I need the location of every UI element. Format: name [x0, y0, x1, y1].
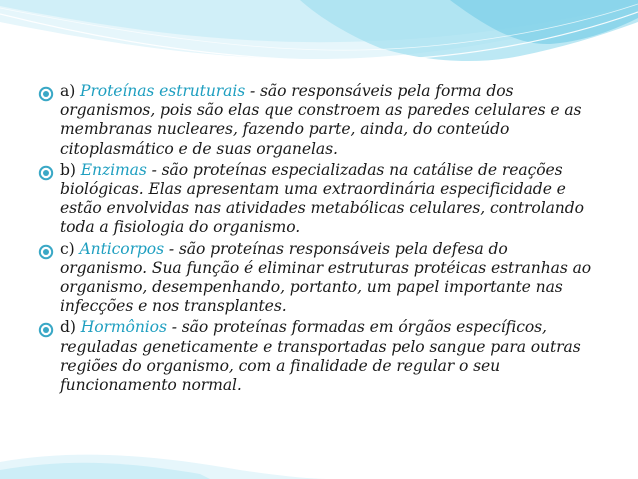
item-description: - são proteínas formadas em órgãos específicos, reguladas geneticamente e transportadas pelo sangue para outras regiões do organismo, com a finalidade de regular o seu funcionamento normal.	[60, 318, 581, 395]
list-item-text	[60, 161, 598, 238]
list-item-text	[60, 318, 598, 395]
item-prefix: c)	[60, 239, 75, 258]
item-prefix: a)	[60, 82, 76, 100]
item-description: - são proteínas responsáveis pela defesa do organismo. Sua função é eliminar estruturas protéicas estranhas ao organismo, desempenhando, portanto, um papel importante nas infecções e nos transplantes.	[60, 239, 592, 316]
list-item-text	[60, 82, 598, 159]
concentric-circle-bullet-icon	[38, 322, 54, 338]
concentric-circle-bullet-icon	[38, 244, 54, 260]
item-term: Hormônios	[80, 318, 167, 337]
item-term: Anticorpos	[79, 239, 164, 258]
list-item	[38, 318, 598, 395]
list-item	[38, 82, 598, 159]
concentric-circle-bullet-icon	[38, 165, 54, 181]
item-description: - são proteínas especializadas na catálise de reações biológicas. Elas apresentam uma extraordinária especificidade e estão envolvidas nas atividades metabólicas celulares, controlando toda a fisiologia do organismo.	[60, 160, 584, 237]
item-term: Enzimas	[80, 160, 147, 179]
item-prefix: b)	[60, 160, 76, 179]
list-item	[38, 240, 598, 317]
bullet-list	[38, 82, 598, 397]
list-item	[38, 161, 598, 238]
list-item-text	[60, 240, 598, 317]
item-term: Proteínas estruturais	[80, 82, 246, 100]
item-prefix: d)	[60, 318, 76, 337]
item-description: - são responsáveis pela forma dos organismos, pois são elas que constroem as paredes celulares e as membranas nucleares, fazendo parte, ainda, do conteúdo citoplasmático e de suas organelas.	[60, 82, 582, 158]
concentric-circle-bullet-icon	[38, 86, 54, 102]
